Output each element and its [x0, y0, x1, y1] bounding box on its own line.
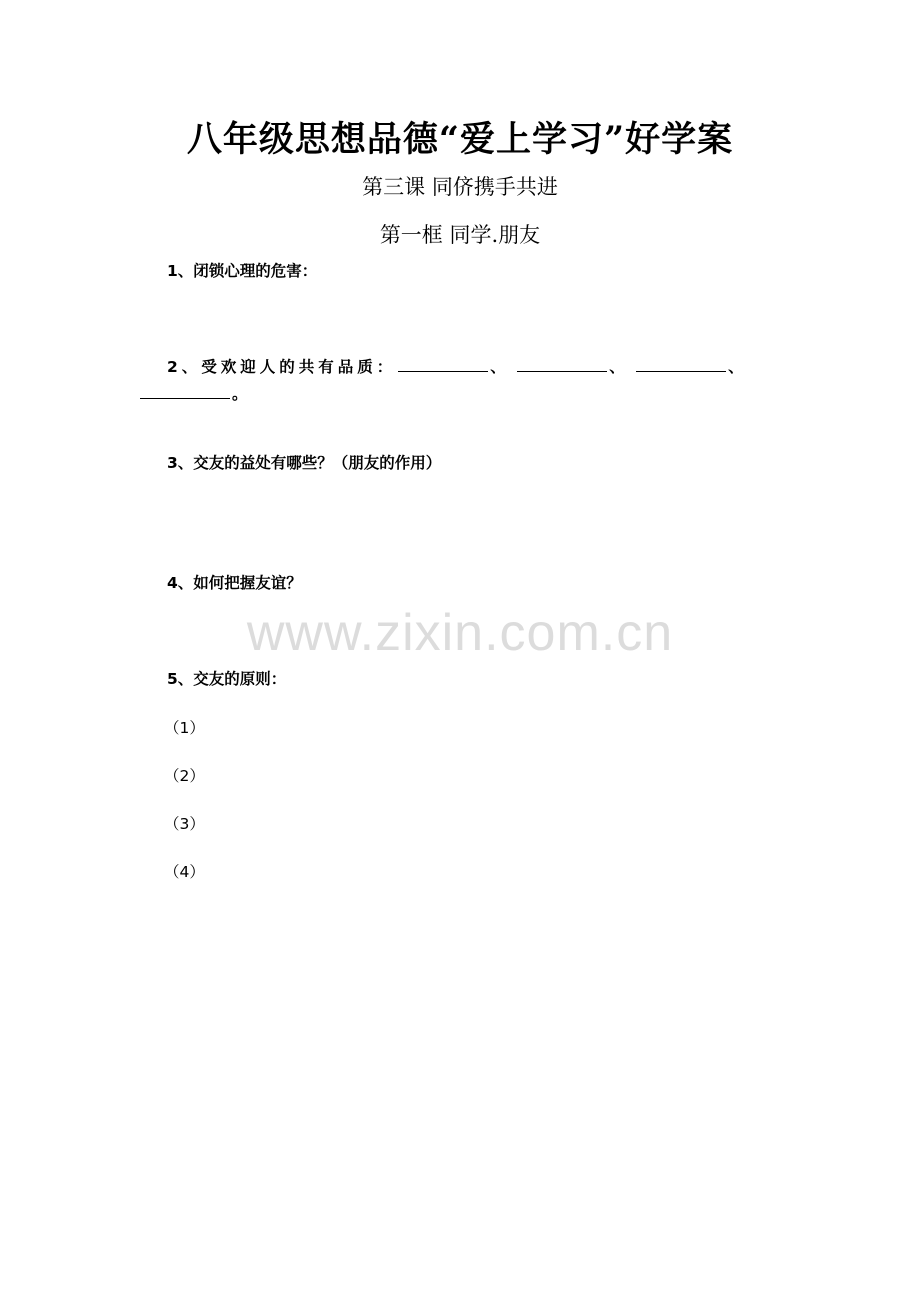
document-title: 八年级思想品德“爱上学习”好学案 — [186, 119, 734, 160]
section-heading: 第一框 同学.朋友 — [379, 223, 541, 247]
question-2-end: 。 — [232, 385, 248, 403]
lesson-heading: 第三课 同侪携手共进 — [362, 175, 558, 199]
question-4: 4、如何把握友谊？ — [167, 574, 302, 592]
principle-item: （1） — [164, 719, 205, 737]
principle-item: （4） — [164, 863, 205, 881]
question-2-continued — [138, 382, 248, 404]
separator: 、 — [609, 358, 625, 376]
principle-item: （2） — [164, 767, 205, 785]
principle-item: （3） — [164, 815, 205, 833]
question-3: 3、交友的益处有哪些？（朋友的作用） — [167, 454, 442, 472]
answer-blank-2[interactable] — [517, 357, 607, 372]
question-1: 1、闭锁心理的危害： — [167, 262, 318, 280]
watermark: www.zixin.com.cn — [246, 604, 674, 662]
separator: 、 — [728, 358, 744, 376]
question-2-prompt: 2、受欢迎人的共有品质： — [167, 358, 397, 376]
answer-blank-4[interactable] — [140, 384, 230, 399]
separator: 、 — [490, 358, 506, 376]
question-5: 5、交友的原则： — [167, 670, 287, 688]
question-2 — [167, 355, 780, 377]
answer-blank-1[interactable] — [398, 357, 488, 372]
answer-blank-3[interactable] — [636, 357, 726, 372]
